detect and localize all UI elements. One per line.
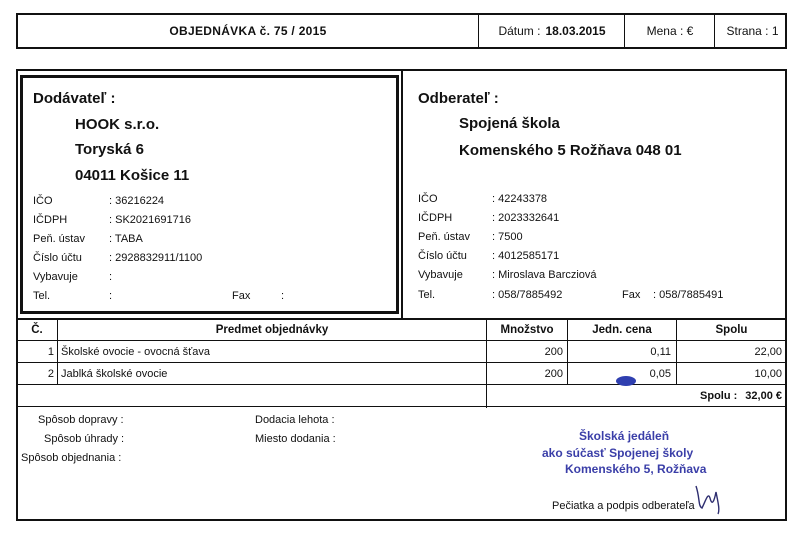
customer-account-value: : 4012585171 <box>492 250 560 262</box>
customer-title: Odberateľ : <box>418 90 499 107</box>
stamp-line-2: ako súčasť Spojenej školy <box>542 446 694 460</box>
page-field: Strana : 1 <box>714 15 790 47</box>
row-1-price: 0,11 <box>650 345 671 358</box>
supplier-account-value: : 2928832911/1100 <box>109 252 203 264</box>
row-1-item: Školské ovocie - ovocná šťava <box>61 345 211 358</box>
order-title: OBJEDNÁVKA č. 75 / 2015 <box>169 24 327 38</box>
customer-bank-value: : 7500 <box>492 231 523 243</box>
stamp-line-3: Komenského 5, Rožňava <box>565 462 707 476</box>
items-table <box>17 318 786 406</box>
transport-label: Spôsob dopravy : <box>38 414 124 426</box>
row-2-total: 10,00 <box>754 367 782 380</box>
row-1-no: 1 <box>47 345 54 358</box>
col-header-no: Č. <box>31 324 43 336</box>
currency-field: Mena : € <box>624 15 715 47</box>
customer-contact-label: Vybavuje <box>418 269 463 281</box>
supplier-fax-label: Fax <box>232 290 251 302</box>
customer-address: Komenského 5 Rožňava 048 01 <box>459 142 682 159</box>
table-rule <box>17 406 786 407</box>
delivery-place-label: Miesto dodania : <box>255 433 336 445</box>
supplier-account-label: Číslo účtu <box>33 252 82 264</box>
supplier-ico-value: : 36216224 <box>109 195 165 207</box>
row-2-qty: 200 <box>544 367 563 380</box>
date-value: 18.03.2015 <box>545 24 606 38</box>
col-header-item: Predmet objednávky <box>215 324 329 336</box>
customer-box <box>403 72 785 316</box>
col-header-total: Spolu <box>715 324 748 336</box>
signature-label: Pečiatka a podpis odberateľa <box>552 500 695 512</box>
supplier-fax-value: : <box>281 290 285 302</box>
supplier-name: HOOK s.r.o. <box>75 116 160 133</box>
row-1-qty: 200 <box>544 345 563 358</box>
customer-fax-label: Fax <box>622 289 641 301</box>
customer-icdph-label: IČDPH <box>418 212 453 224</box>
supplier-tel-label: Tel. <box>33 290 51 302</box>
row-2-no: 2 <box>47 367 54 380</box>
sum-row <box>617 386 782 406</box>
signature-scribble <box>690 478 730 518</box>
supplier-ico-label: IČO <box>33 195 53 207</box>
payment-label: Spôsob úhrady : <box>44 433 125 445</box>
customer-tel-label: Tel. <box>418 289 436 301</box>
supplier-box <box>20 75 399 314</box>
ordering-label: Spôsob objednania : <box>21 452 122 464</box>
customer-contact-value: : Miroslava Barcziová <box>492 269 597 281</box>
supplier-contact-label: Vybavuje <box>33 271 78 283</box>
supplier-icdph-label: IČDPH <box>33 214 68 226</box>
supplier-bank-value: : TABA <box>109 233 143 245</box>
stamp-line-1: Školská jedáleň <box>579 429 670 443</box>
ink-blot <box>616 376 636 386</box>
row-2-item: Jablká školské ovocie <box>61 367 168 380</box>
supplier-street: Toryská 6 <box>75 141 144 158</box>
supplier-bank-label: Peň. ústav <box>33 233 85 245</box>
customer-fax-value: : 058/7885491 <box>653 289 724 301</box>
col-header-qty: Množstvo <box>500 324 554 336</box>
supplier-title: Dodávateľ : <box>33 90 116 107</box>
supplier-city: 04011 Košice 11 <box>75 167 190 184</box>
customer-bank-label: Peň. ústav <box>418 231 470 243</box>
supplier-icdph-value: : SK2021691716 <box>109 214 191 226</box>
col-header-price: Jedn. cena <box>592 324 652 336</box>
customer-ico-value: : 42243378 <box>492 193 548 205</box>
customer-tel-value: : 058/7885492 <box>492 289 563 301</box>
delivery-time-label: Dodacia lehota : <box>255 414 335 426</box>
supplier-tel-value: : <box>109 290 113 302</box>
customer-ico-label: IČO <box>418 193 438 205</box>
customer-name: Spojená škola <box>459 115 560 132</box>
order-header <box>16 13 787 49</box>
sum-value: 32,00 € <box>745 390 782 402</box>
customer-account-label: Číslo účtu <box>418 250 467 262</box>
row-2-price: 0,05 <box>649 367 671 380</box>
date-label: Dátum : <box>498 24 541 38</box>
date-field <box>478 15 625 47</box>
table-rule <box>17 384 786 385</box>
customer-icdph-value: : 2023332641 <box>492 212 560 224</box>
sum-label: Spolu : <box>700 390 738 402</box>
row-1-total: 22,00 <box>754 345 782 358</box>
supplier-contact-value: : <box>109 271 113 283</box>
